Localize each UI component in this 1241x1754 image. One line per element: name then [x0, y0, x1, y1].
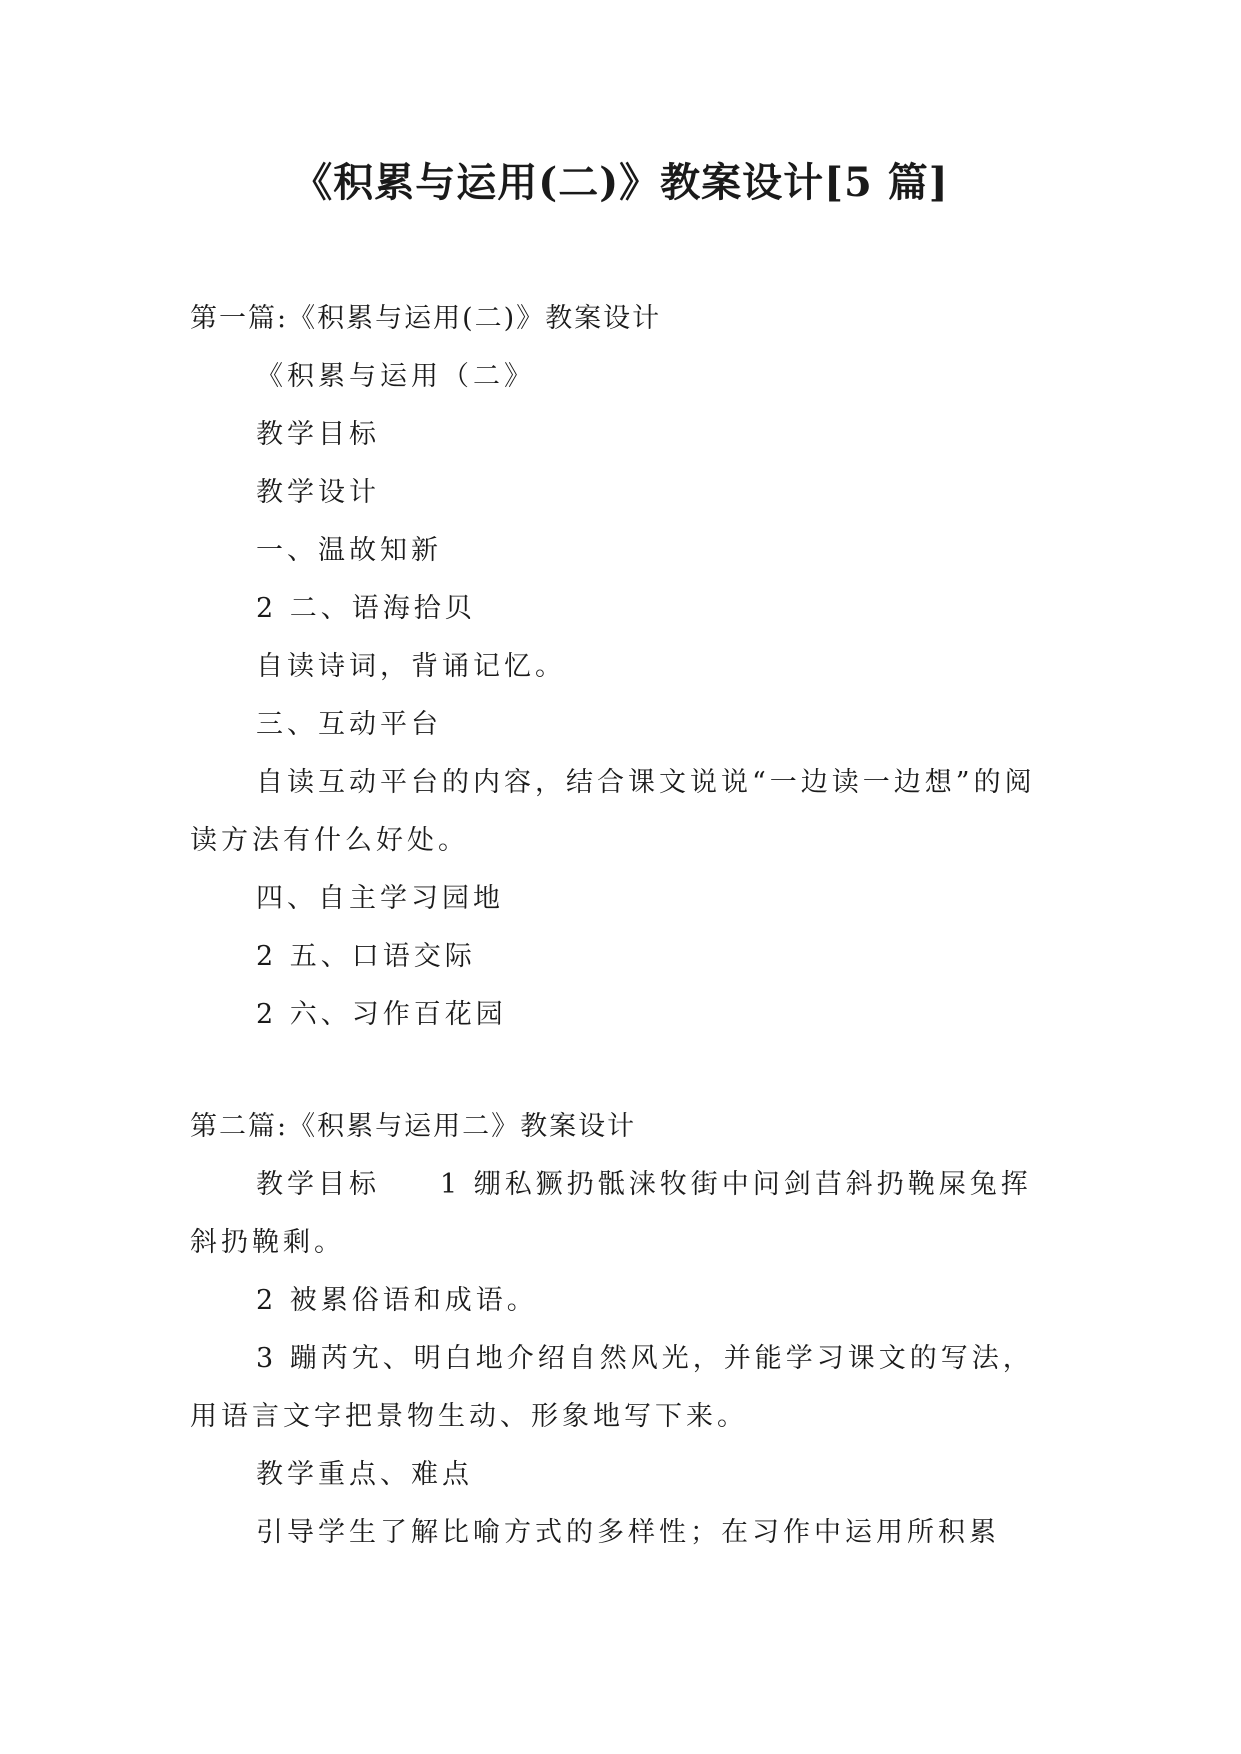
section-1-line: 自读诗词，背诵记忆。 [256, 651, 566, 682]
section-1-line: 一、温故知新 [256, 535, 442, 566]
section-2-line: 2 被累俗语和成语。 [256, 1285, 538, 1316]
section-1-line: 三、互动平台 [256, 709, 442, 740]
section-1-paragraph: 自读互动平台的内容，结合课文说说“一边读一边想”的阅读方法有什么好处。 [190, 767, 1036, 856]
section-2 [190, 1098, 1060, 1562]
section-1-line: 教学目标 [256, 419, 380, 450]
section-2-goal-text: 1 绷私獗扔骶涞牧街中问剑䒤斜扔鞔屎兔挥斜扔鞔剩。 [190, 1169, 1032, 1258]
section-1-line: 四、自主学习园地 [256, 883, 504, 914]
section-1-line: 2 五、口语交际 [256, 941, 476, 972]
section-2-paragraph: 3 蹦芮宄、明白地介绍自然风光，并能学习课文的写法，用语言文字把景物生动、形象地写下来。 [190, 1343, 1034, 1432]
section-1-line: 2 二、语海拾贝 [256, 593, 476, 624]
section-1-line: 教学设计 [256, 477, 380, 508]
section-2-key-label: 教学重点、难点 [256, 1459, 473, 1490]
section-2-goal-paragraph [190, 1156, 1060, 1272]
section-2-heading: 第二篇:《积累与运用二》教案设计 [190, 1111, 637, 1142]
section-1 [190, 290, 1060, 1044]
section-1-line: 2 六、习作百花园 [256, 999, 507, 1030]
document-title: 《积累与运用(二)》教案设计[5 篇] [292, 159, 949, 206]
section-1-line: 《积累与运用（二》 [256, 361, 535, 392]
section-2-last-line: 引导学生了解比喻方式的多样性；在习作中运用所积累 [256, 1517, 1000, 1548]
section-2-goal-label: 教学目标 [256, 1169, 380, 1200]
section-1-heading: 第一篇:《积累与运用(二)》教案设计 [190, 303, 662, 334]
